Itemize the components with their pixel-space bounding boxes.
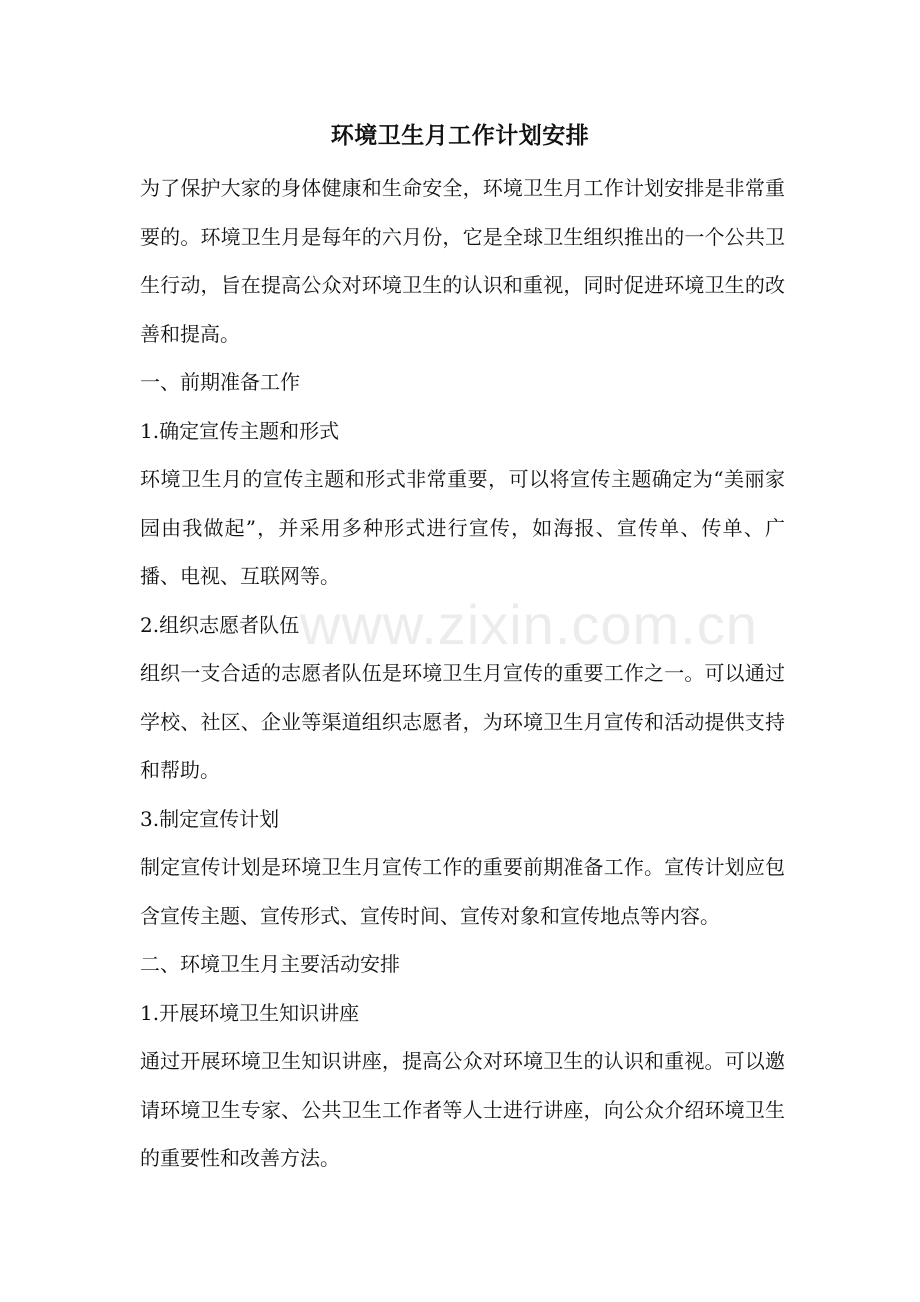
- watermark: www.zixin.com.cn: [300, 593, 758, 656]
- subheading-theme-and-form: 1.确定宣传主题和形式: [140, 418, 340, 443]
- paragraph-knowledge-lecture: 通过开展环境卫生知识讲座，提高公众对环境卫生的认识和重视。可以邀请环境卫生专家、公共卫生工作者等人士进行讲座，向公众介绍环境卫生的重要性和改善方法。: [140, 1049, 785, 1170]
- paragraph-volunteer-team: 组织一支合适的志愿者队伍是环境卫生月宣传的重要工作之一。可以通过学校、社区、企业等渠道组织志愿者，为环境卫生月宣传和活动提供支持和帮助。: [140, 661, 785, 782]
- subheading-publicity-plan: 3.制定宣传计划: [140, 806, 280, 831]
- paragraph-publicity-plan: 制定宣传计划是环境卫生月宣传工作的重要前期准备工作。宣传计划应包含宣传主题、宣传形式、宣传时间、宣传对象和宣传地点等内容。: [140, 855, 785, 928]
- intro-paragraph: 为了保护大家的身体健康和生命安全，环境卫生月工作计划安排是非常重要的。环境卫生月是每年的六月份，它是全球卫生组织推出的一个公共卫生行动，旨在提高公众对环境卫生的认识和重视，同时促进环境卫生的改善和提高。: [140, 176, 785, 346]
- paragraph-theme-and-form: 环境卫生月的宣传主题和形式非常重要，可以将宣传主题确定为“美丽家园由我做起”，并采用多种形式进行宣传，如海报、宣传单、传单、广播、电视、互联网等。: [140, 467, 785, 588]
- section-heading-main-activities: 二、环境卫生月主要活动安排: [140, 952, 400, 976]
- subheading-volunteer-team: 2.组织志愿者队伍: [140, 612, 300, 637]
- document-body: [140, 164, 785, 1183]
- section-heading-preparation: 一、前期准备工作: [140, 370, 300, 394]
- subheading-knowledge-lecture: 1.开展环境卫生知识讲座: [140, 1000, 360, 1025]
- document-title: 环境卫生月工作计划安排: [330, 122, 590, 149]
